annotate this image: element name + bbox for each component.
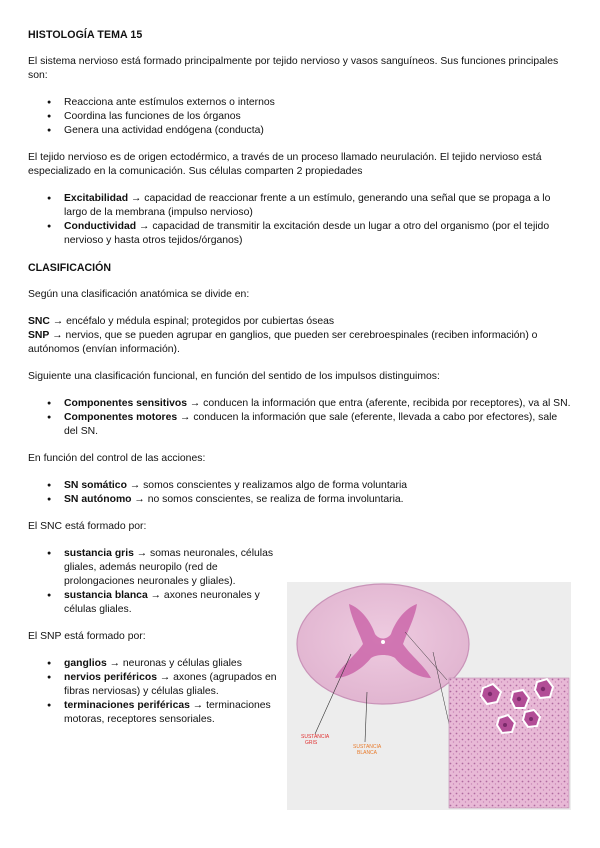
term: Excitabilidad	[64, 193, 129, 204]
anatomic-intro: Según una clasificación anatómica se divide en:	[28, 289, 250, 300]
term: ganglios	[64, 658, 107, 669]
snc-snp-block	[28, 315, 573, 357]
spinal-cord-histology-image	[287, 582, 571, 810]
list-item	[64, 397, 573, 411]
term: SN somático	[64, 480, 127, 491]
snp-parts-list	[28, 657, 278, 727]
functional-intro: Siguiente una clasificación funcional, en función del sentido de los impulsos distinguimos:	[28, 371, 440, 382]
definition: → terminaciones motoras, receptores sensoriales.	[64, 700, 271, 725]
narrow-column	[28, 547, 278, 727]
definition: → axones (agrupados en fibras nerviosas) y células gliales.	[64, 672, 277, 697]
zoom-inset	[449, 678, 569, 808]
document-title: HISTOLOGÍA TEMA 15	[28, 29, 143, 41]
list-item: ● Coordina las funciones de los órganos	[64, 110, 573, 124]
control-list	[28, 479, 573, 507]
term: Componentes motores	[64, 412, 178, 423]
list-item	[64, 699, 278, 727]
term: SNC	[28, 316, 50, 327]
label-white-matter-line2: BLANCA	[357, 750, 378, 756]
definition: → axones neuronales y células gliales.	[64, 590, 260, 615]
section-heading-classification: CLASIFICACIÓN	[28, 262, 111, 274]
definition: → somos conscientes y realizamos algo de forma voluntaria	[126, 480, 408, 491]
list-item	[64, 192, 573, 220]
term: SNP	[28, 330, 50, 341]
list-item	[64, 589, 278, 617]
snc-parts-list	[28, 547, 278, 617]
list-item	[64, 479, 573, 493]
definition: → nervios, que se pueden agrupar en ganglios, que pueden ser cerebroespinales (reciben información) o autónomos (envían información).	[28, 330, 538, 355]
list-item	[64, 493, 573, 507]
list-item: ● Reacciona ante estímulos externos o internos	[64, 96, 573, 110]
snc-made-of: El SNC está formado por:	[28, 521, 147, 532]
definition: → somas neuronales, células gliales, además neuropilo (red de prolongaciones neuronales y gliales).	[64, 548, 274, 587]
term: Componentes sensitivos	[64, 398, 187, 409]
term: terminaciones periféricas	[64, 700, 190, 711]
term: sustancia blanca	[64, 590, 148, 601]
definition: → conducen la información que entra (aferente, recibida por receptores), va al SN.	[186, 398, 571, 409]
list-item	[64, 547, 278, 589]
definition: → capacidad de reaccionar frente a un estímulo, generando una señal que se propaga a lo largo de la membrana (impulso nervioso)	[64, 193, 551, 218]
definition: → conducen la información que sale (eferente, llevada a cabo por efectores), sale del SN.	[64, 412, 558, 437]
list-item	[64, 657, 278, 671]
list-item	[64, 220, 573, 248]
control-intro: En función del control de las acciones:	[28, 453, 206, 464]
intro-paragraph: El sistema nervioso está formado principalmente por tejido nervioso y vasos sanguíneos. Sus funciones principales son:	[28, 56, 559, 81]
properties-list	[28, 192, 573, 248]
list-item	[64, 411, 573, 439]
label-gray-matter-line2: GRIS	[305, 740, 318, 746]
term: nervios periféricos	[64, 672, 157, 683]
term: sustancia gris	[64, 548, 134, 559]
central-canal	[381, 640, 385, 644]
list-item	[64, 671, 278, 699]
definition: → no somos conscientes, se realiza de forma involuntaria.	[131, 494, 404, 505]
list-item: ● Genera una actividad endógena (conducta)	[64, 124, 573, 138]
label-gray-matter-line1: SUSTANCIA	[301, 734, 330, 740]
term: SN autónomo	[64, 494, 132, 505]
term: Conductividad	[64, 221, 137, 232]
functions-list	[28, 96, 573, 138]
label-white-matter-line1: SUSTANCIA	[353, 744, 382, 750]
tissue-paragraph: El tejido nervioso es de origen ectodérmico, a través de un proceso llamado neurulación. El tejido nervioso está especializado en la comunicación. Sus células comparten 2 propiedades	[28, 152, 542, 177]
spinal-cord-figure	[287, 582, 571, 810]
definition: → encéfalo y médula espinal; protegidos por cubiertas óseas	[49, 316, 335, 327]
definition: → capacidad de transmitir la excitación desde un lugar a otro del organismo (por el tejido nervioso y hasta otros tejidos/órganos)	[64, 221, 550, 246]
definition: → neuronas y células gliales	[106, 658, 242, 669]
components-list	[28, 397, 573, 439]
snp-made-of: El SNP está formado por:	[28, 631, 146, 642]
